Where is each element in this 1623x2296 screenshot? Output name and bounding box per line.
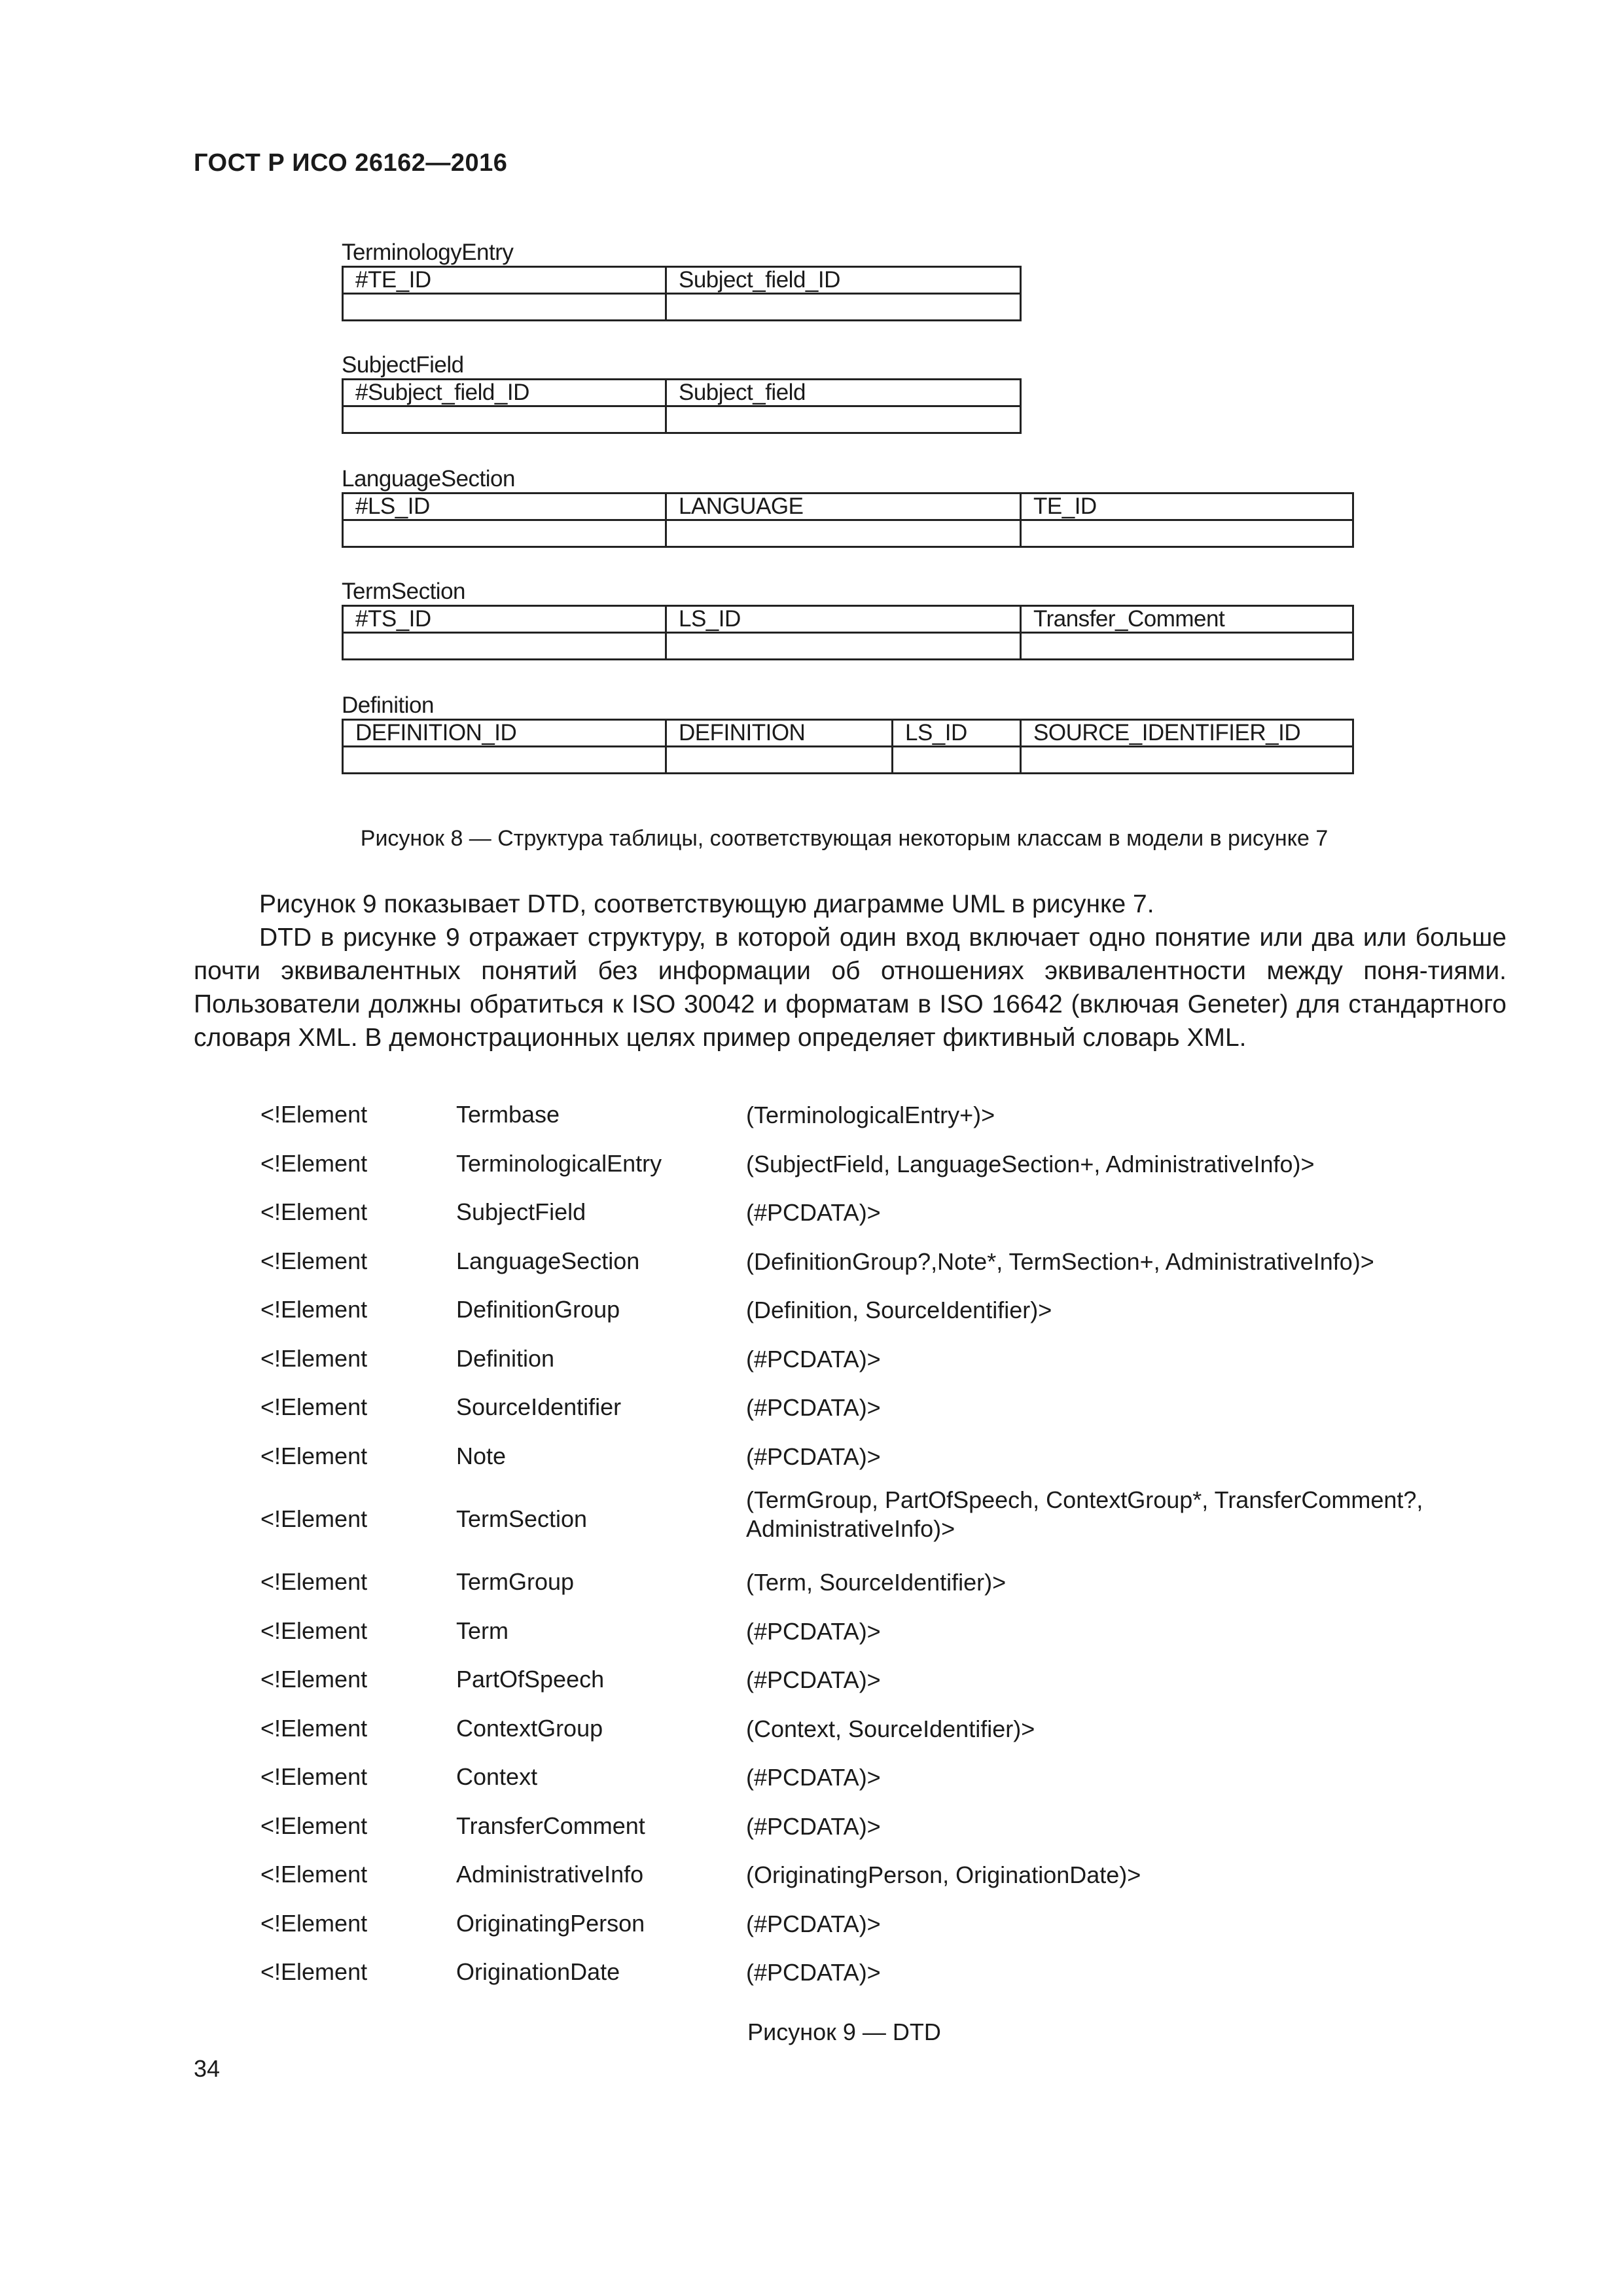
dtd-content-model: (#PCDATA)>: [746, 1666, 881, 1693]
table-cell: DEFINITION_ID: [343, 720, 666, 747]
dtd-element-name: SourceIdentifier: [456, 1393, 622, 1420]
table-cell: [893, 747, 1021, 774]
dtd-element-name: AdministrativeInfo: [456, 1861, 644, 1888]
table-cell: #Subject_field_ID: [343, 380, 666, 406]
table-header-row: [343, 606, 1353, 633]
entity-name: LanguageSection: [342, 466, 515, 492]
dtd-element-name: TerminologicalEntry: [456, 1149, 662, 1177]
dtd-keyword: <!Element: [260, 1198, 368, 1225]
table-cell: #TS_ID: [343, 606, 666, 633]
dtd-content-model: (#PCDATA)>: [746, 1443, 881, 1470]
dtd-element-name: Term: [456, 1617, 508, 1644]
table-cell: [1021, 520, 1353, 547]
table-cell: [666, 294, 1021, 321]
table-header-row: [343, 267, 1021, 294]
table-cell: SOURCE_IDENTIFIER_ID: [1021, 720, 1353, 747]
dtd-element-name: ContextGroup: [456, 1714, 603, 1742]
table-cell: [666, 633, 1021, 660]
table-cell: LS_ID: [666, 606, 1021, 633]
table-cell: [343, 294, 666, 321]
dtd-keyword: <!Element: [260, 1763, 368, 1790]
table-cell: TE_ID: [1021, 493, 1353, 520]
dtd-content-model: (#PCDATA)>: [746, 1199, 881, 1226]
table-header-row: [343, 493, 1353, 520]
dtd-keyword: <!Element: [260, 1296, 368, 1323]
entity-name: SubjectField: [342, 352, 464, 378]
dtd-keyword: <!Element: [260, 1344, 368, 1372]
entity-name: Definition: [342, 692, 434, 718]
dtd-element-name: TermSection: [456, 1505, 588, 1532]
dtd-content-model: (SubjectField, LanguageSection+, AdministrativeInfo)>: [746, 1150, 1315, 1177]
dtd-keyword: <!Element: [260, 1149, 368, 1177]
dtd-keyword: <!Element: [260, 1958, 368, 1985]
paragraph-2: DTD в рисунке 9 отражает структуру, в которой один вход включает одно понятие или два или больше почти эквивалентных понятий без информации об отношениях эквивалентности между поня-тиями. Пользователи должны обратиться к ISO 30042 и форматам в ISO 16642 (включая Geneter) для стандартного словаря XML. В демонстрационных целях пример определяет фиктивный словарь XML.: [194, 924, 1507, 1052]
table-cell: [1021, 747, 1353, 774]
body-text: [194, 888, 1507, 1054]
page-number: 34: [194, 2055, 221, 2082]
entity-subject-field: [342, 352, 1022, 434]
table-cell: [666, 406, 1021, 433]
dtd-keyword: <!Element: [260, 1442, 368, 1469]
table-cell: LS_ID: [893, 720, 1021, 747]
dtd-keyword: <!Element: [260, 1666, 368, 1693]
table-cell: [666, 520, 1021, 547]
dtd-element-name: TransferComment: [456, 1812, 645, 1839]
entity-definition: [342, 692, 1354, 774]
dtd-element-name: Definition: [456, 1344, 555, 1372]
entity-language-section: [342, 466, 1354, 548]
dtd-keyword: <!Element: [260, 1714, 368, 1742]
dtd-keyword: <!Element: [260, 1909, 368, 1937]
dtd-keyword: <!Element: [260, 1617, 368, 1644]
table-empty-row: [343, 294, 1021, 321]
dtd-content-model: (#PCDATA)>: [746, 1959, 881, 1986]
entity-term-section: [342, 579, 1354, 660]
dtd-content-model: (OriginatingPerson, OriginationDate)>: [746, 1861, 1141, 1888]
table-empty-row: [343, 520, 1353, 547]
entity-table: [342, 492, 1354, 548]
table-cell: DEFINITION: [666, 720, 893, 747]
document-header: ГОСТ Р ИСО 26162—2016: [194, 149, 508, 177]
table-cell: Subject_field_ID: [666, 267, 1021, 294]
dtd-element-name: SubjectField: [456, 1198, 586, 1225]
dtd-content-model: (Definition, SourceIdentifier)>: [746, 1297, 1052, 1323]
table-empty-row: [343, 747, 1353, 774]
dtd-content-model: (#PCDATA)>: [746, 1812, 881, 1840]
dtd-content-model: (Context, SourceIdentifier)>: [746, 1715, 1035, 1742]
dtd-element-name: Context: [456, 1763, 538, 1790]
table-cell: Subject_field: [666, 380, 1021, 406]
dtd-content-model: (TermGroup, PartOfSpeech, ContextGroup*, TransferComment?, AdministrativeInfo)>: [746, 1486, 1423, 1542]
table-cell: [343, 633, 666, 660]
entity-name: TerminologyEntry: [342, 240, 514, 265]
entity-terminology-entry: [342, 240, 1022, 321]
dtd-element-name: Note: [456, 1442, 507, 1469]
figure-9-caption: Рисунок 9 — DTD: [747, 2018, 941, 2045]
table-cell: Transfer_Comment: [1021, 606, 1353, 633]
dtd-content-model: (#PCDATA)>: [746, 1394, 881, 1421]
dtd-element-name: TermGroup: [456, 1568, 575, 1595]
entity-name: TermSection: [342, 579, 466, 604]
table-empty-row: [343, 406, 1021, 433]
table-header-row: [343, 720, 1353, 747]
dtd-keyword: <!Element: [260, 1247, 368, 1274]
dtd-keyword: <!Element: [260, 1568, 368, 1595]
dtd-keyword: <!Element: [260, 1101, 368, 1128]
dtd-element-name: DefinitionGroup: [456, 1296, 620, 1323]
table-cell: [343, 520, 666, 547]
dtd-element-name: LanguageSection: [456, 1247, 640, 1274]
table-header-row: [343, 380, 1021, 406]
entity-table: [342, 719, 1354, 774]
entity-table: [342, 266, 1022, 321]
table-cell: [343, 406, 666, 433]
dtd-element-name: Termbase: [456, 1101, 560, 1128]
dtd-content-model: (TerminologicalEntry+)>: [746, 1102, 995, 1128]
dtd-keyword: <!Element: [260, 1812, 368, 1839]
table-empty-row: [343, 633, 1353, 660]
table-cell: LANGUAGE: [666, 493, 1021, 520]
table-cell: #LS_ID: [343, 493, 666, 520]
dtd-content-model: (#PCDATA)>: [746, 1910, 881, 1937]
paragraph-1: Рисунок 9 показывает DTD, соответствующую диаграмме UML в рисунке 7.: [259, 890, 1154, 918]
dtd-content-model: (DefinitionGroup?,Note*, TermSection+, AdministrativeInfo)>: [746, 1247, 1374, 1275]
entity-table: [342, 605, 1354, 660]
dtd-content-model: (#PCDATA)>: [746, 1345, 881, 1372]
table-cell: [343, 747, 666, 774]
dtd-element-name: OriginatingPerson: [456, 1909, 645, 1937]
dtd-keyword: <!Element: [260, 1505, 368, 1532]
figure-8-caption: Рисунок 8 — Структура таблицы, соответствующая некоторым классам в модели в рисунке 7: [360, 826, 1329, 851]
dtd-content-model: (#PCDATA)>: [746, 1764, 881, 1791]
dtd-content-model: (Term, SourceIdentifier)>: [746, 1569, 1007, 1596]
dtd-content-model: (#PCDATA)>: [746, 1617, 881, 1645]
table-cell: [1021, 633, 1353, 660]
table-cell: [666, 747, 893, 774]
dtd-element-name: PartOfSpeech: [456, 1666, 605, 1693]
entity-table: [342, 378, 1022, 434]
table-cell: #TE_ID: [343, 267, 666, 294]
dtd-element-name: OriginationDate: [456, 1958, 620, 1985]
dtd-keyword: <!Element: [260, 1393, 368, 1420]
dtd-keyword: <!Element: [260, 1861, 368, 1888]
